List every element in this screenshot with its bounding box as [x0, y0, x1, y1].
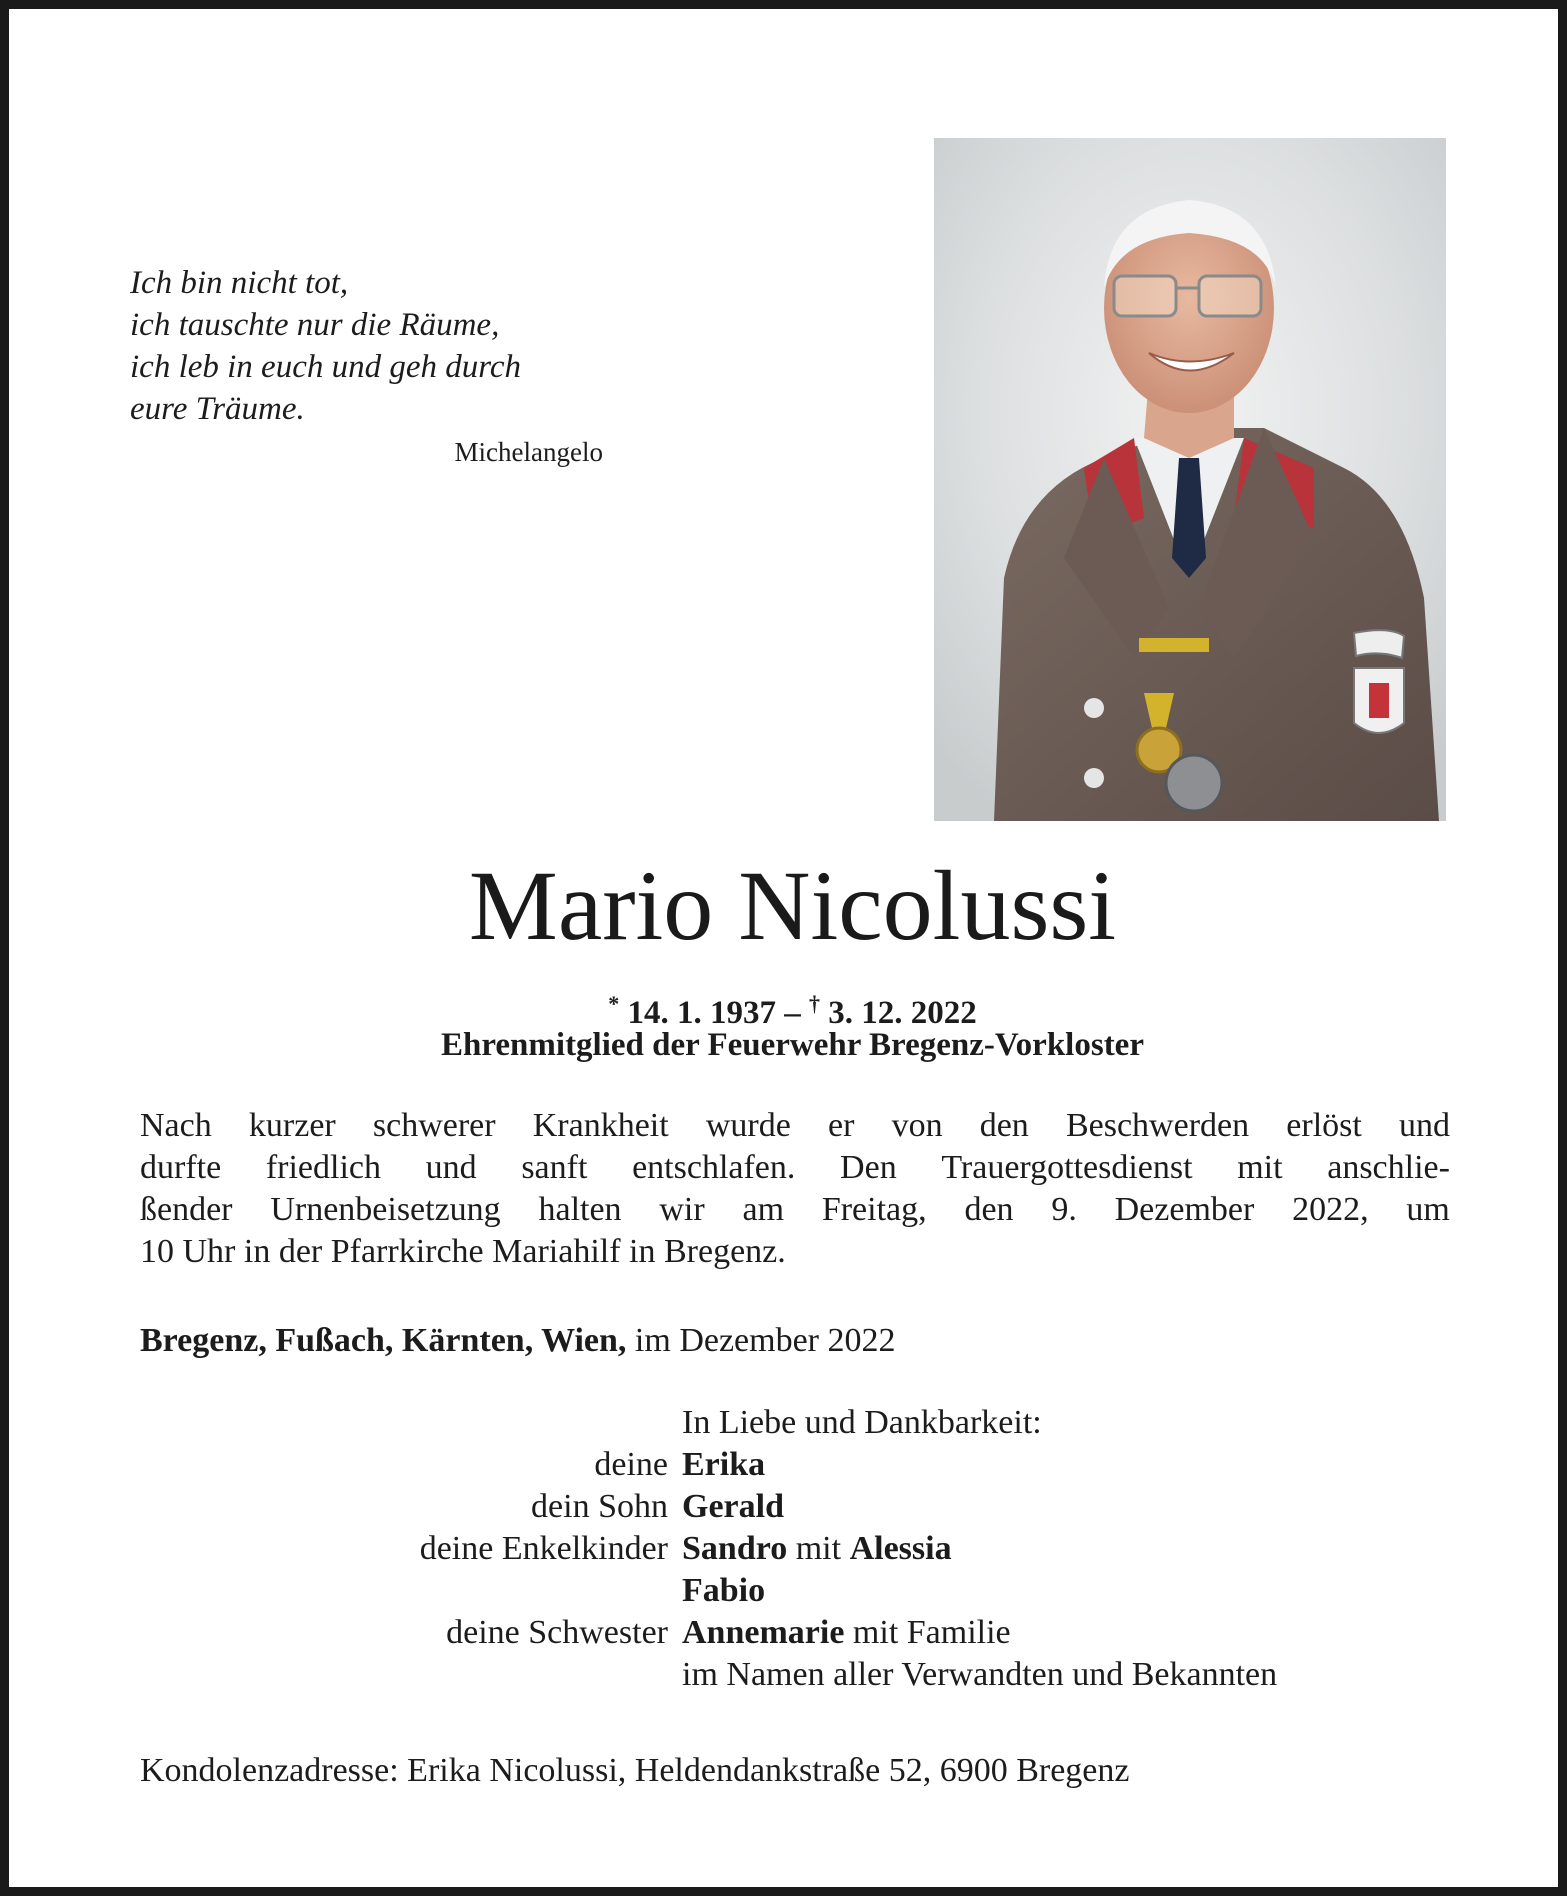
- quote-line: eure Träume.: [130, 391, 305, 427]
- family-relation: [140, 1570, 682, 1612]
- word: ßender: [140, 1191, 233, 1228]
- family-row: [140, 1444, 1450, 1486]
- family-connector: mit: [795, 1530, 842, 1567]
- word: am: [742, 1191, 785, 1228]
- word: friedlich: [265, 1149, 382, 1186]
- word: halten: [538, 1191, 622, 1228]
- word: sanft: [521, 1149, 588, 1186]
- family-relation: deine: [594, 1446, 668, 1483]
- death-date: 3. 12. 2022: [828, 995, 977, 1031]
- family-member-name: Sandro: [682, 1530, 788, 1567]
- word: von: [891, 1107, 943, 1144]
- family-closing-row: [140, 1654, 1450, 1696]
- places-and-date: [140, 1320, 1450, 1362]
- word: und: [425, 1149, 477, 1186]
- word: den: [964, 1191, 1014, 1228]
- word: anschlie-: [1327, 1149, 1450, 1186]
- word: Freitag,: [821, 1191, 927, 1228]
- condolence-address: Kondolenzadresse: Erika Nicolussi, Heldendankstraße 52, 6900 Bregenz: [140, 1752, 1130, 1789]
- family-intro: In Liebe und Dankbarkeit:: [682, 1404, 1042, 1441]
- word: wurde: [705, 1107, 791, 1144]
- word: Krankheit: [532, 1107, 669, 1144]
- announcement-date: im Dezember 2022: [634, 1322, 896, 1359]
- date-dash: –: [784, 995, 801, 1031]
- quote-author: Michelangelo: [454, 437, 603, 467]
- word: durfte: [140, 1149, 222, 1186]
- word: erlöst: [1286, 1107, 1362, 1144]
- portrait-image: [934, 138, 1446, 821]
- announcement-line: 10 Uhr in der Pfarrkirche Mariahilf in Bregenz.: [140, 1233, 786, 1270]
- word: er: [827, 1107, 855, 1144]
- word: 9.: [1051, 1191, 1077, 1228]
- word: Dezember: [1114, 1191, 1255, 1228]
- family-closing: im Namen aller Verwandten und Bekannten: [682, 1656, 1278, 1693]
- word: entschlafen.: [632, 1149, 796, 1186]
- quote-line: ich leb in euch und geh durch: [130, 349, 522, 385]
- word: Den: [840, 1149, 897, 1186]
- family-relation: deine Enkelkinder: [419, 1530, 668, 1567]
- announcement-line: [140, 1105, 1450, 1147]
- family-row: [140, 1612, 1450, 1654]
- word: um: [1406, 1191, 1450, 1228]
- death-symbol: †: [809, 991, 820, 1016]
- word: Urnenbeisetzung: [270, 1191, 501, 1228]
- word: mit: [1237, 1149, 1283, 1186]
- family-intro-row: [140, 1402, 1450, 1444]
- family-row: [140, 1486, 1450, 1528]
- word: und: [1398, 1107, 1450, 1144]
- family-signature: [140, 1402, 1450, 1696]
- family-member-name: Fabio: [682, 1572, 766, 1609]
- family-row: [140, 1528, 1450, 1570]
- family-member-name: Erika: [682, 1446, 766, 1483]
- announcement-line: [140, 1189, 1450, 1231]
- word: kurzer: [248, 1107, 336, 1144]
- word: den: [979, 1107, 1029, 1144]
- quote-line: ich tauschte nur die Räume,: [130, 307, 500, 343]
- word: schwerer: [372, 1107, 496, 1144]
- word: 2022,: [1292, 1191, 1369, 1228]
- family-relation: deine Schwester: [446, 1614, 668, 1651]
- word: Nach: [140, 1107, 212, 1144]
- places: Bregenz, Fußach, Kärnten, Wien,: [140, 1322, 627, 1359]
- portrait-photo: [934, 138, 1446, 821]
- honorary-title: Ehrenmitglied der Feuerwehr Bregenz-Vorkloster: [441, 1027, 1144, 1063]
- family-row: [140, 1570, 1450, 1612]
- quote-line: Ich bin nicht tot,: [130, 265, 349, 301]
- family-suffix: mit Familie: [852, 1614, 1011, 1651]
- memorial-quote: [130, 262, 610, 430]
- deceased-name: Mario Nicolussi: [468, 850, 1117, 961]
- word: Trauergottesdienst: [941, 1149, 1193, 1186]
- word: wir: [659, 1191, 705, 1228]
- announcement-line: [140, 1147, 1450, 1189]
- family-relation: dein Sohn: [531, 1488, 668, 1525]
- family-member-name: Annemarie: [682, 1614, 845, 1651]
- word: Beschwerden: [1065, 1107, 1250, 1144]
- family-member-name: Alessia: [849, 1530, 952, 1567]
- birth-date: 14. 1. 1937: [627, 995, 776, 1031]
- announcement-text: [140, 1105, 1450, 1273]
- birth-symbol: *: [608, 991, 620, 1016]
- family-member-name: Gerald: [682, 1488, 784, 1525]
